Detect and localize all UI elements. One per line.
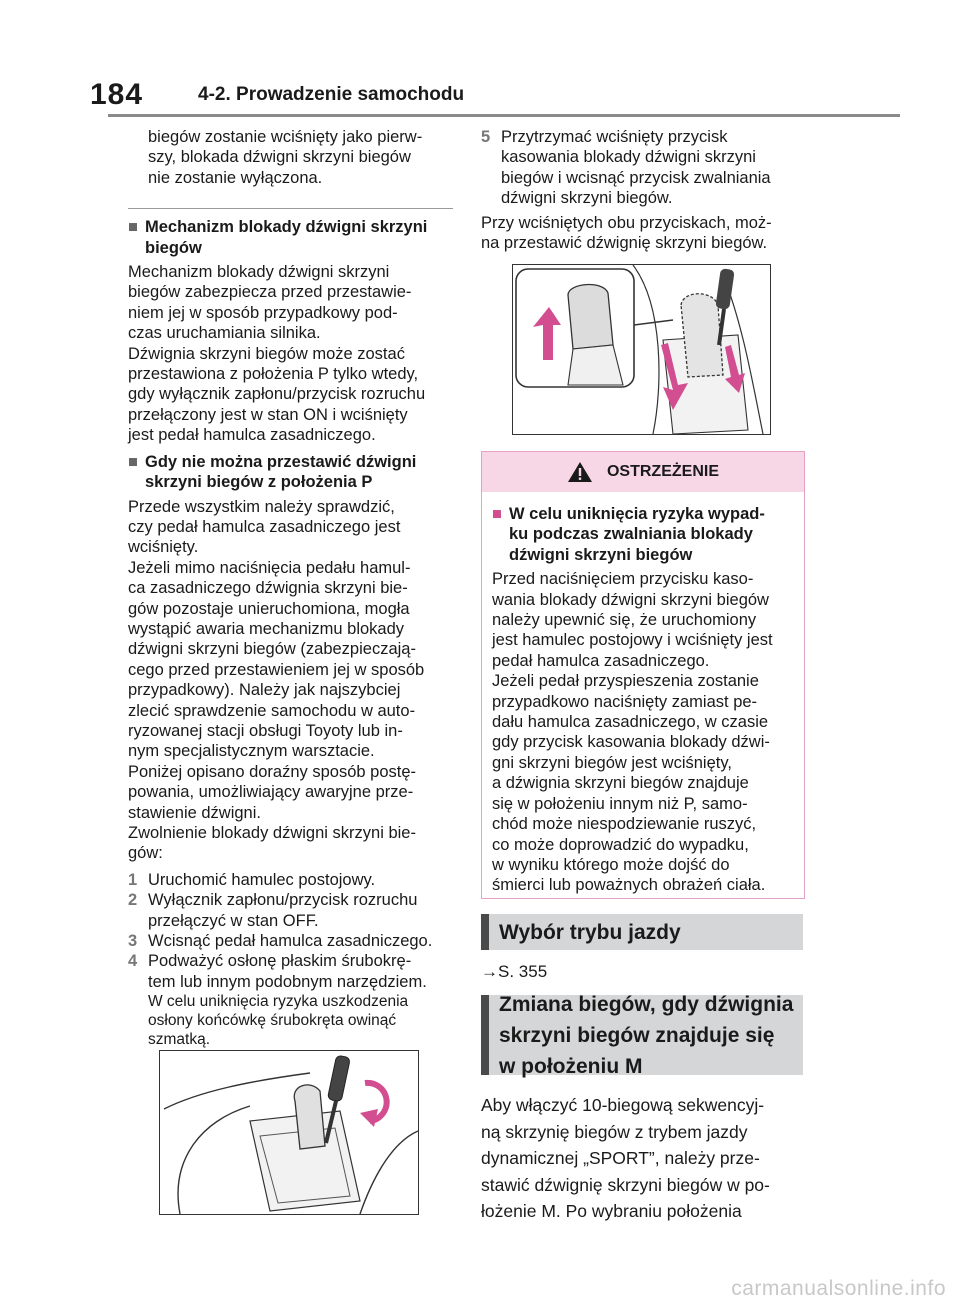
warning-header [482, 452, 804, 492]
step4-note: W celu uniknięcia ryzyka uszkodzenia osłony końcówkę śrubokręta owinąć szmatką. [148, 993, 409, 1049]
subheading-cannot-shift: ■ Gdy nie można przestawić dźwigni skrzyni biegów z położenia P [128, 452, 417, 492]
left-column [128, 127, 453, 1049]
list-item: 2 Wyłącznik zapłonu/przycisk rozruchu przełączyć w stan OFF. [128, 891, 418, 930]
section-title: 4-2. Prowadzenie samochodu [198, 84, 465, 105]
intro-text: biegów zostanie wciśnięty jako pierw- szy, blokada dźwigni skrzyni biegów nie zostanie wyłączona. [148, 128, 423, 187]
steps-list [128, 870, 453, 1049]
right-column [481, 127, 803, 253]
warning-box [481, 451, 805, 899]
paragraph-sport-mode: Aby włączyć 10-biegową sekwencyj- ną skrzynię biegów z trybem jazdy dynamicznej „SPORT”, należy prze- stawić dźwignię skrzyni biegów w po- łożenie M. Po wybraniu położenia [481, 1095, 770, 1221]
step5-list [481, 127, 803, 209]
square-bullet-icon: ■ [128, 218, 138, 237]
paragraph-cannot-shift: Przede wszystkim należy sprawdzić, czy pedał hamulca zasadniczego jest wciśnięty. Jeżeli mimo naciśnięcia pedału hamul- ca zasadniczego dźwignia skrzyni bie- gów pozostaje unieruchomiona, mogła wystąpić awaria mechanizmu blokady dźwigni skrzyni biegów (zabezpieczają- cego przed przestawieniem jej w sposób przypadkowy). Należy jak najszybciej zlecić sprawdzenie samochodu w auto- ryzowanej stacji obsługi Toyoty lub in- nym specjalistycznym warsztacie. Poniżej opisano doraźny sposób postę- powania, umożliwiający awaryjne prze- stawienie dźwigni. Zwolnienie blokady dźwigni skrzyni bie- gów: [128, 497, 425, 863]
warning-body [482, 492, 804, 896]
warning-subheading: ■ W celu uniknięcia ryzyka wypad- ku podczas zwalniania blokady dźwigni skrzyni biegów [492, 505, 765, 564]
section-banner-manual-mode: Zmiana biegów, gdy dźwignia skrzyni biegów znajduje się w położeniu M [481, 995, 803, 1075]
watermark: carmanualsonline.info [731, 1277, 946, 1300]
page-reference-link[interactable]: →S. 355 [481, 962, 548, 981]
header-divider [108, 114, 900, 117]
list-item: 5 Przytrzymać wciśnięty przycisk kasowania blokady dźwigni skrzyni biegów i wcisnąć przycisk zwalniania dźwigni skrzyni biegów. [481, 128, 771, 208]
list-item: 3 Wcisnąć pedał hamulca zasadniczego. [128, 932, 433, 951]
subsection-divider [128, 208, 453, 209]
warning-triangle-icon [567, 460, 593, 484]
square-bullet-icon: ■ [492, 505, 502, 523]
figure-pry-cover [159, 1050, 419, 1215]
subheading-lock-mechanism: ■ Mechanizm blokady dźwigni skrzyni biegów [128, 218, 428, 257]
square-bullet-icon: ■ [128, 452, 138, 471]
figure-release-buttons [512, 264, 771, 435]
paragraph-lock-mechanism: Mechanizm blokady dźwigni skrzyni biegów zabezpiecza przed przestawie- niem jej w sposób przypadkowy pod- czas uruchamiania silnika. Dźwignia skrzyni biegów może zostać przestawiona z położenia P tylko wtedy, gdy wyłącznik zapłonu/przycisk rozruchu przełączony jest w stan ON i wciśnięty jest pedał hamulca zasadniczego. [128, 263, 426, 445]
pry-cover-illustration [160, 1051, 418, 1214]
page-number: 184 [90, 78, 144, 111]
warning-title: OSTRZEŻENIE [606, 463, 719, 480]
release-buttons-illustration [513, 265, 770, 434]
warning-text: Przed naciśnięciem przycisku kaso- wania blokady dźwigni skrzyni biegów należy upewnić się, że uruchomiony jest hamulec postojowy i wciśnięty jest pedał hamulca zasadniczego. Jeżeli pedał przyspieszenia zostanie przypadkowo naciśnięty zamiast pe- dału hamulca zasadniczego, w czasie gdy przycisk kasowania blokady dźwi- gni skrzyni biegów jest wciśnięty, a dźwignia skrzyni biegów znajduje się w położeniu innym niż P, samo- chód może niespodziewanie ruszyć, co może doprowadzić do wypadku, w wyniku którego może dojść do śmierci lub poważnych obrażeń ciała. [492, 570, 773, 895]
section-banner-driving-mode: Wybór trybu jazdy [481, 914, 803, 950]
list-item: 1 Uruchomić hamulec postojowy. [128, 870, 376, 889]
list-item: 4 Podważyć osłonę płaskim śrubokrę- tem lub innym podobnym narzędziem. W celu uniknięcia ryzyka uszkodzenia osłony końcówkę śrubokręta owinąć szmatką. [128, 952, 427, 1049]
paragraph-both-buttons: Przy wciśniętych obu przyciskach, moż- na przestawić dźwignię skrzyni biegów. [481, 213, 772, 253]
